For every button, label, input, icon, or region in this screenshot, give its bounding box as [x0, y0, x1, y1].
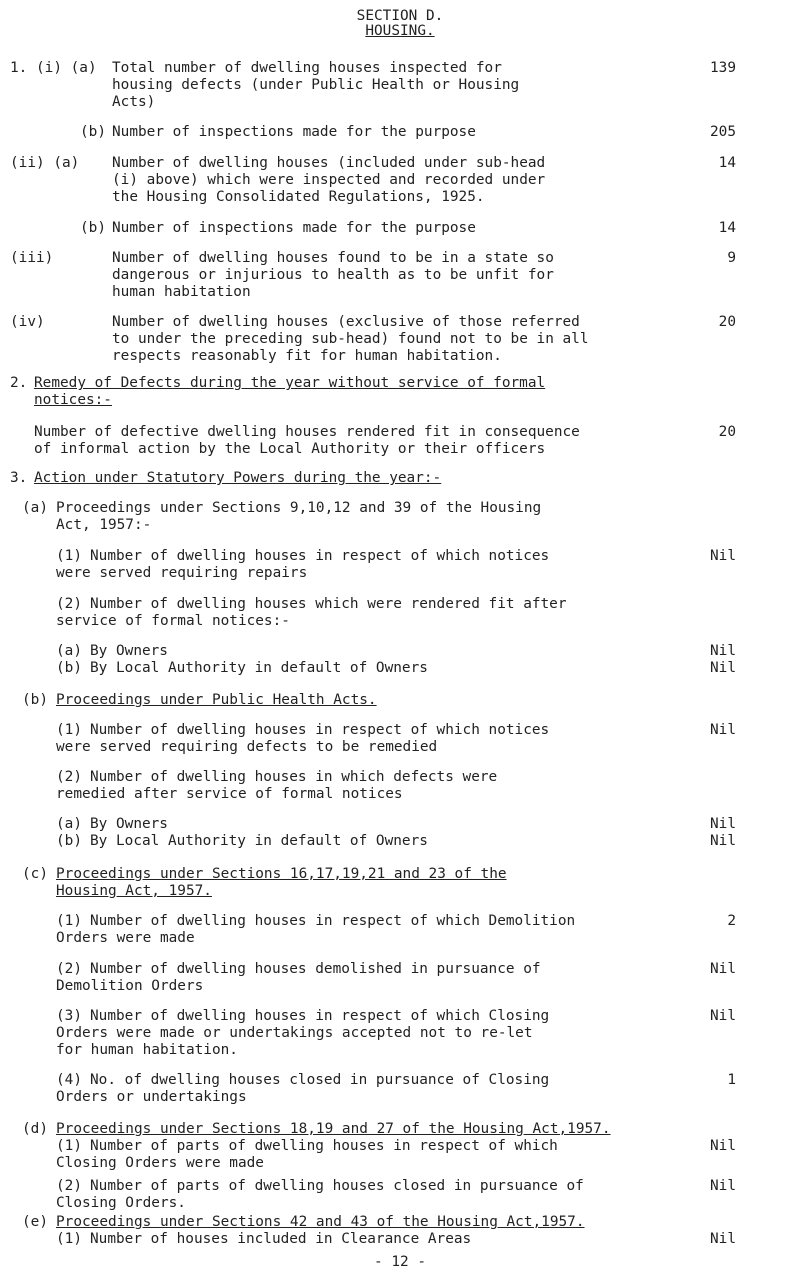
question-text: Number of dwelling houses in respect of which Closing [90, 1008, 550, 1024]
item-text: Number of inspections made for the purpose [112, 124, 476, 140]
question-text: Number of houses included in Clearance Areas [90, 1231, 472, 1247]
item-text: Number of dwelling houses (included under sub-head [112, 155, 546, 171]
item-value: 9 [727, 250, 736, 266]
question-value: 1 [727, 1072, 736, 1088]
question-text: Number of dwelling houses demolished in pursuance of [90, 961, 541, 977]
item-label: (b) [80, 220, 106, 236]
item-value: 20 [718, 314, 736, 330]
item-label: 1. (i) (a) [10, 60, 97, 76]
question-text: Closing Orders were made [56, 1155, 264, 1171]
item-label: (iii) [10, 250, 54, 266]
section-heading: Remedy of Defects during the year without service of formal [34, 375, 546, 391]
option-value: Nil [710, 816, 736, 832]
question-value: Nil [710, 961, 736, 977]
question-text: were served requiring repairs [56, 565, 308, 581]
item-value: 14 [718, 155, 736, 171]
question-text: Number of parts of dwelling houses closed in pursuance of [90, 1178, 584, 1194]
question-label: (2) [56, 1178, 82, 1194]
section-value: 20 [718, 424, 736, 440]
item-text: Total number of dwelling houses inspected for [112, 60, 502, 76]
question-value: Nil [710, 1008, 736, 1024]
subsection-heading: Proceedings under Sections 18,19 and 27 of the Housing Act,1957. [56, 1121, 611, 1137]
question-label: (1) [56, 913, 82, 929]
option-label: (b) [56, 660, 82, 676]
question-value: Nil [710, 1178, 736, 1194]
subsection-label: (e) [22, 1214, 48, 1230]
item-label: (iv) [10, 314, 45, 330]
question-value: Nil [710, 722, 736, 738]
item-text: (i) above) which were inspected and recorded under [112, 172, 546, 188]
subsection-label: (c) [22, 866, 48, 882]
question-label: (4) [56, 1072, 82, 1088]
section-heading: notices:- [34, 392, 112, 408]
question-text: remedied after service of formal notices [56, 786, 403, 802]
section-heading: SECTION D. [356, 8, 444, 24]
item-text: dangerous or injurious to health as to be unfit for [112, 267, 554, 283]
item-label: (b) [80, 124, 106, 140]
item-text: Number of dwelling houses (exclusive of those referred [112, 314, 580, 330]
question-text: Number of dwelling houses in respect of which notices [90, 722, 550, 738]
option-value: Nil [710, 660, 736, 676]
item-text: the Housing Consolidated Regulations, 1925. [112, 189, 485, 205]
question-text: No. of dwelling houses closed in pursuance of Closing [90, 1072, 550, 1088]
question-text: were served requiring defects to be remedied [56, 739, 438, 755]
question-text: service of formal notices:- [56, 613, 290, 629]
subsection-heading: Proceedings under Public Health Acts. [56, 692, 377, 708]
question-text: Orders or undertakings [56, 1089, 247, 1105]
question-text: Number of dwelling houses which were rendered fit after [90, 596, 567, 612]
question-label: (1) [56, 1231, 82, 1247]
section-text: of informal action by the Local Authority or their officers [34, 441, 546, 457]
option-text: By Owners [90, 816, 168, 832]
item-text: Acts) [112, 94, 156, 110]
option-label: (b) [56, 833, 82, 849]
subsection-heading: Act, 1957:- [56, 517, 152, 533]
section-text: Number of defective dwelling houses rendered fit in consequence [34, 424, 580, 440]
page-title: HOUSING. [365, 23, 435, 39]
item-text: Number of inspections made for the purpose [112, 220, 476, 236]
question-text: Demolition Orders [56, 978, 204, 994]
section-label: 2. [10, 375, 28, 391]
question-text: for human habitation. [56, 1042, 238, 1058]
item-value: 139 [710, 60, 736, 76]
question-label: (1) [56, 722, 82, 738]
question-label: (2) [56, 596, 82, 612]
subsection-heading: Proceedings under Sections 42 and 43 of the Housing Act,1957. [56, 1214, 585, 1230]
question-label: (1) [56, 1138, 82, 1154]
option-text: By Owners [90, 643, 168, 659]
item-text: Number of dwelling houses found to be in a state so [112, 250, 554, 266]
item-value: 14 [718, 220, 736, 236]
subsection-label: (a) [22, 500, 48, 516]
question-label: (2) [56, 769, 82, 785]
question-label: (3) [56, 1008, 82, 1024]
question-value: Nil [710, 548, 736, 564]
option-value: Nil [710, 643, 736, 659]
option-text: By Local Authority in default of Owners [90, 660, 428, 676]
question-label: (2) [56, 961, 82, 977]
subsection-label: (b) [22, 692, 48, 708]
section-heading: Action under Statutory Powers during the year:- [34, 470, 442, 486]
question-value: Nil [710, 1138, 736, 1154]
option-text: By Local Authority in default of Owners [90, 833, 428, 849]
option-value: Nil [710, 833, 736, 849]
subsection-heading: Proceedings under Sections 9,10,12 and 39 of the Housing [56, 500, 542, 516]
subsection-label: (d) [22, 1121, 48, 1137]
item-text: human habitation [112, 284, 251, 300]
item-text: respects reasonably fit for human habitation. [112, 348, 502, 364]
question-label: (1) [56, 548, 82, 564]
question-text: Number of dwelling houses in respect of which notices [90, 548, 550, 564]
question-text: Closing Orders. [56, 1195, 186, 1211]
item-value: 205 [710, 124, 736, 140]
question-text: Orders were made or undertakings accepted not to re-let [56, 1025, 533, 1041]
question-value: 2 [727, 913, 736, 929]
page-number: - 12 - [374, 1254, 426, 1270]
question-text: Number of dwelling houses in respect of which Demolition [90, 913, 576, 929]
option-label: (a) [56, 816, 82, 832]
item-text: housing defects (under Public Health or Housing [112, 77, 520, 93]
question-text: Number of parts of dwelling houses in respect of which [90, 1138, 558, 1154]
question-value: Nil [710, 1231, 736, 1247]
section-label: 3. [10, 470, 28, 486]
subsection-heading: Housing Act, 1957. [56, 883, 212, 899]
subsection-heading: Proceedings under Sections 16,17,19,21 and 23 of the [56, 866, 507, 882]
option-label: (a) [56, 643, 82, 659]
question-text: Orders were made [56, 930, 195, 946]
question-text: Number of dwelling houses in which defects were [90, 769, 498, 785]
item-label: (ii) (a) [10, 155, 80, 171]
item-text: to under the preceding sub-head) found not to be in all [112, 331, 589, 347]
